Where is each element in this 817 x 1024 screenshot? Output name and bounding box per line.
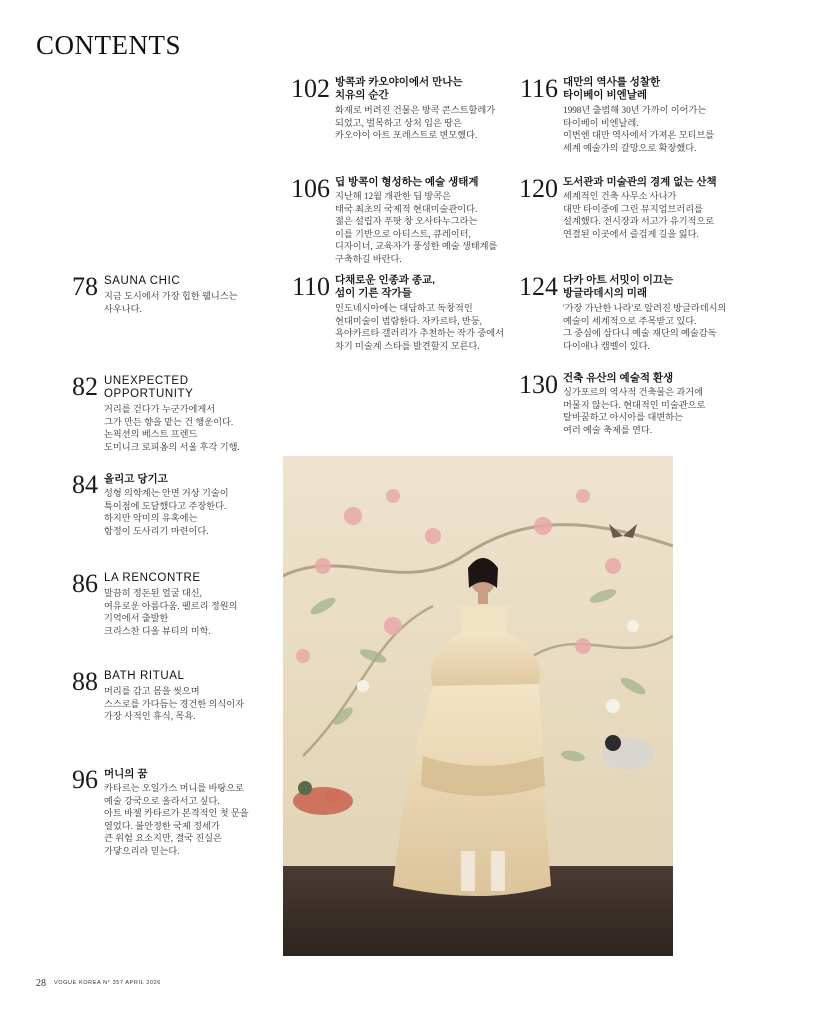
- entry-page-number: 88: [72, 667, 98, 696]
- footer: [36, 978, 161, 989]
- entry-page-number: 116: [519, 74, 558, 103]
- entry-description: 머리를 감고 몸을 씻으며 스스로를 가다듬는 경건한 의식이자 가장 사적인 휴식, 목욕.: [104, 686, 245, 722]
- entry-page-number: 130: [519, 370, 558, 399]
- entry-page-number: 124: [519, 272, 558, 301]
- entry-page-number: 78: [72, 272, 98, 301]
- entry-description: 말끔히 정돈된 얼굴 대신, 여유로운 아름다움. 펠르리 정원의 기억에서 출발한 크리스찬 디올 뷰티의 미학.: [104, 588, 238, 636]
- entry-description: 성형 의학계는 안면 거상 기술이 특이점에 도달했다고 주장한다. 하지만 악미의 유혹에는 함정이 도사리기 마련이다.: [104, 488, 229, 536]
- page-title: CONTENTS: [36, 30, 181, 60]
- entry-page-number: 96: [72, 765, 98, 794]
- entry-title: 올리고 당기고: [104, 473, 168, 485]
- entry-description: 화재로 버려진 건물은 방콕 콘스트할레가 되었고, 벌목하고 상처 입은 땅은 카오야이 아트 포레스트로 변모했다.: [335, 105, 496, 141]
- entry-page-number: 82: [72, 372, 98, 401]
- entry-page-number: 106: [291, 174, 330, 203]
- entry-title: SAUNA CHIC: [104, 275, 181, 287]
- fashion-photo: [283, 456, 673, 956]
- entry-title: 도서관과 미술관의 경계 없는 산책: [563, 176, 717, 188]
- entry-description: 세계적인 건축 사무소 사나가 대만 타이중에 그린 뮤지엄브러리를 설계했다. 전시장과 서고가 유기적으로 연결된 이곳에서 즐겁게 길을 잃다.: [563, 191, 715, 239]
- entry-title: 다채로운 인종과 종교, 섬이 기른 작가들: [335, 274, 436, 299]
- entry-title: 머니의 꿈: [104, 768, 148, 780]
- entry-title: 딥 방콕이 형성하는 예술 생태계: [335, 176, 479, 188]
- entry-title: 건축 유산의 예술적 환생: [563, 372, 674, 384]
- entry-title: 다카 아트 서밋이 이끄는 방글라데시의 미래: [563, 274, 674, 299]
- entry-description: 지난해 12월 개관한 딥 방콕은 태국 최초의 국제적 현대미술관이다. 젊은 설립자 푸팟 창 오사타누그라는 이를 기반으로 아티스트, 큐레이터, 디자이너, 교육자가 풍성한 예술 생태계를 구축하길 바란다.: [335, 191, 498, 264]
- entry-description: 인도네시아에는 대담하고 독창적인 현대미술이 범람한다. 자카르타, 반둥, 욕야카르타 갤러리가 추천하는 작가 중에서 차기 미술계 스타를 발견할지 모른다.: [335, 303, 504, 351]
- entry-title: BATH RITUAL: [104, 670, 185, 682]
- entry-page-number: 86: [72, 569, 98, 598]
- entry-description: 카타르는 오일가스 머니를 바탕으로 예술 강국으로 올라서고 싶다. 아트 바젤 카타르가 본격적인 첫 문을 열었다. 불안정한 국제 정세가 큰 위험 요소지만, 결국 진실은 가닿으리라 믿는다.: [104, 783, 249, 856]
- entry-page-number: 102: [291, 74, 330, 103]
- page-number: 28: [36, 978, 46, 989]
- entry-title: LA RENCONTRE: [104, 572, 201, 584]
- entry-page-number: 120: [519, 174, 558, 203]
- entry-description: 거리를 걷다가 누군가에게서 그가 만든 향을 맡는 건 행운이다. 논픽션의 베스트 프렌드 도미니크 로피옹의 서울 후각 기행.: [104, 404, 240, 452]
- magazine-issue-line: VOGUE KOREA N° 357 APRIL 2026: [54, 980, 161, 986]
- entry-description: 지금 도시에서 가장 힙한 웰니스는 사우나다.: [104, 291, 238, 314]
- entry-description: '가장 가난한 나라'로 알려진 방글라데시의 예술이 세계적으로 주목받고 있다. 그 중심에 삼다니 예술 재단의 예술감독 다이애나 캠벨이 있다.: [563, 303, 727, 351]
- entry-title: 방콕과 카오야이에서 만나는 치유의 순간: [335, 76, 463, 101]
- entry-page-number: 110: [291, 272, 330, 301]
- photo-fashion-editorial-icon: [283, 456, 673, 956]
- entry-description: 싱가포르의 역사적 건축물은 과거에 머물지 않는다. 현대적인 미술관으로 탈바꿈하고 아시아를 대변하는 여러 예술 축제를 연다.: [563, 387, 706, 435]
- entry-page-number: 84: [72, 470, 98, 499]
- entry-title: 대만의 역사를 성찰한 타이베이 비엔날레: [563, 76, 661, 101]
- entry-description: 1998년 출범해 30년 가까이 이어가는 타이베이 비엔날레. 이번엔 대만 역사에서 가져온 모티브를 세계 예술가의 갈망으로 확장했다.: [563, 105, 715, 153]
- entry-title: UNEXPECTED OPPORTUNITY: [104, 375, 194, 400]
